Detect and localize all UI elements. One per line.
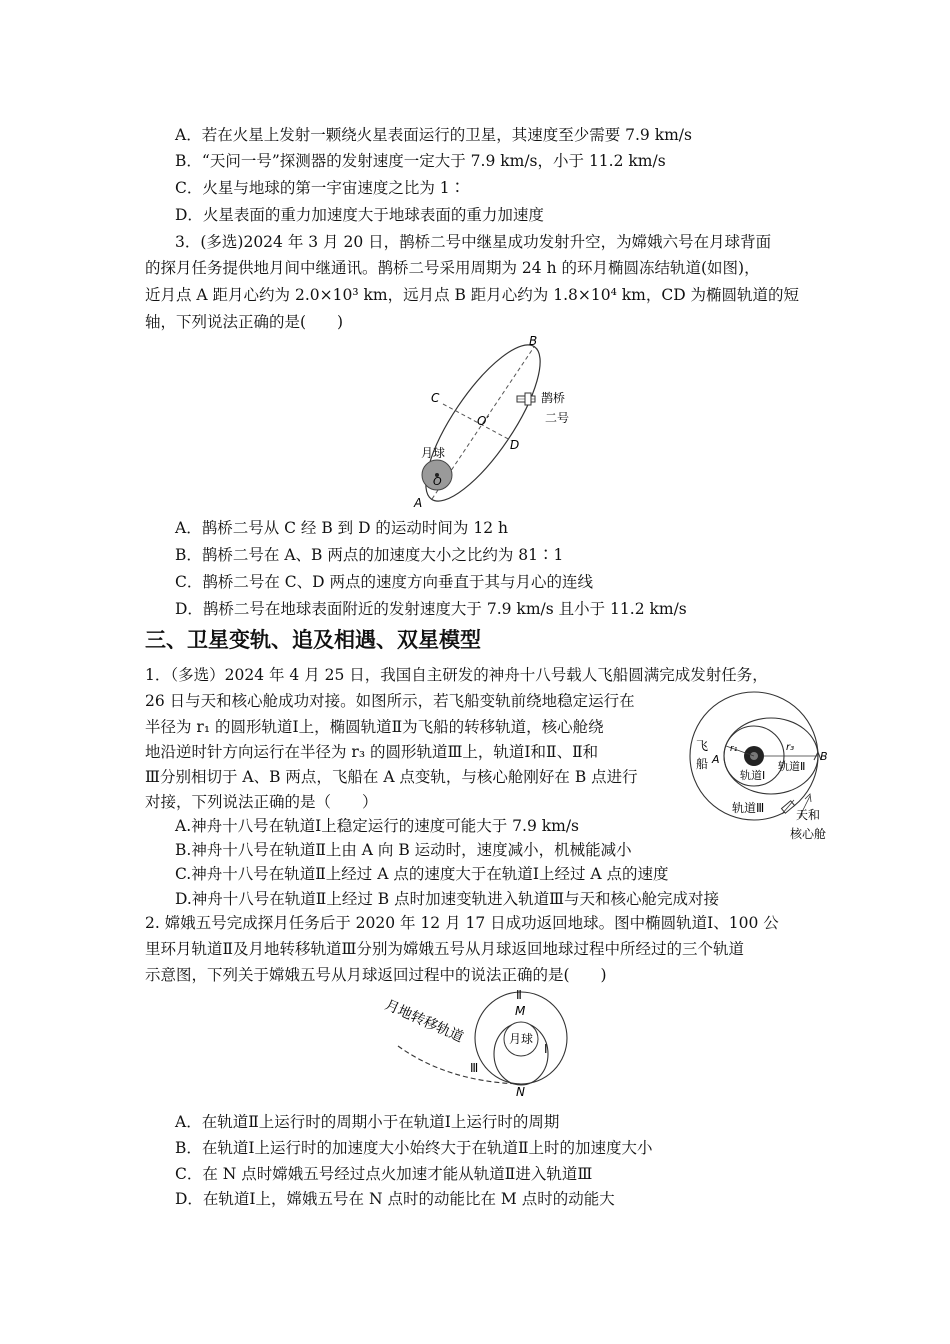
q3-stem-line-1: 3．(多选)2024 年 3 月 20 日，鹊桥二号中继星成功发射升空，为嫦娥六号在月球背面 bbox=[175, 233, 772, 251]
q2-option-b: B．“天问一号”探测器的发射速度一定大于 7.9 km/s，小于 11.2 km/s bbox=[175, 152, 666, 170]
label-b: B bbox=[529, 335, 538, 348]
q3-orbit-figure bbox=[405, 335, 590, 515]
label-ship-2: 船 bbox=[696, 757, 709, 771]
s3q1-stem-line-6: 对接，下列说法正确的是（ ） bbox=[145, 793, 378, 811]
q3-option-a: A．鹊桥二号从 C 经 B 到 D 的运动时间为 12 h bbox=[175, 519, 508, 537]
s3q2-stem-line-1: 2. 嫦娥五号完成探月任务后于 2020 年 12 月 17 日成功返回地球。图中椭圆轨道Ⅰ、100 公 bbox=[145, 914, 779, 932]
label-satellite-2: 二号 bbox=[545, 411, 570, 425]
label-a: A bbox=[414, 496, 423, 510]
q3-option-b: B．鹊桥二号在 A、B 两点的加速度大小之比约为 81∶1 bbox=[175, 546, 564, 564]
q3-stem-line-4: 轴，下列说法正确的是( ) bbox=[145, 313, 344, 331]
label-d: D bbox=[510, 438, 520, 452]
label-c: C bbox=[431, 391, 440, 405]
s3q1-stem-line-3: 半径为 r₁ 的圆形轨道Ⅰ上，椭圆轨道Ⅱ为飞船的转移轨道，核心舱绕 bbox=[145, 718, 604, 736]
s3q1-stem-line-1: 1．（多选）2024 年 4 月 25 日，我国自主研发的神舟十八号载人飞船圆满完成发射任务， bbox=[145, 666, 768, 684]
label-i: Ⅰ bbox=[544, 1042, 548, 1056]
q2-option-d: D．火星表面的重力加速度大于地球表面的重力加速度 bbox=[175, 206, 544, 224]
label-moon: 月球 bbox=[509, 1032, 534, 1046]
q3-stem-line-2: 的探月任务提供地月间中继通讯。鹊桥二号采用周期为 24 h 的环月椭圆冻结轨道(如图)， bbox=[145, 259, 760, 277]
label-moon: 月球 bbox=[421, 446, 446, 460]
s3q1-option-b: B.神舟十八号在轨道Ⅱ上由 A 向 B 运动时，速度减小，机械能减小 bbox=[175, 841, 632, 859]
space-station-icon bbox=[781, 800, 794, 814]
s3q2-option-d: D．在轨道Ⅰ上，嫦娥五号在 N 点时的动能比在 M 点时的动能大 bbox=[175, 1190, 615, 1208]
label-transfer-orbit: 月地转移轨道 bbox=[382, 997, 466, 1046]
label-station-1: 天和 bbox=[796, 808, 821, 822]
label-satellite-1: 鹊桥 bbox=[541, 391, 566, 405]
s3q2-orbit-figure bbox=[378, 988, 588, 1098]
label-r1: r₁ bbox=[730, 744, 738, 754]
section-heading: 三、卫星变轨、追及相遇、双星模型 bbox=[145, 628, 481, 652]
label-m: M bbox=[515, 1004, 526, 1018]
label-b: B bbox=[820, 750, 828, 763]
s3q1-option-a: A.神舟十八号在轨道Ⅰ上稳定运行的速度可能大于 7.9 km/s bbox=[175, 817, 580, 835]
q3-stem-line-3: 近月点 A 距月心约为 2.0×10³ km，远月点 B 距月心约为 1.8×10⁴ km，CD 为椭圆轨道的短 bbox=[145, 286, 800, 304]
label-ship-1: 飞 bbox=[696, 739, 709, 753]
s3q2-option-c: C．在 N 点时嫦娥五号经过点火加速才能从轨道Ⅱ进入轨道Ⅲ bbox=[175, 1165, 593, 1183]
transfer-orbit-path bbox=[398, 1046, 521, 1084]
label-n: N bbox=[516, 1085, 525, 1098]
s3q1-orbit-figure bbox=[684, 688, 839, 846]
label-a: A bbox=[712, 753, 720, 766]
s3q2-option-a: A．在轨道Ⅱ上运行时的周期小于在轨道Ⅰ上运行时的周期 bbox=[175, 1113, 560, 1131]
s3q2-option-b: B．在轨道Ⅰ上运行时的加速度大小始终大于在轨道Ⅱ上时的加速度大小 bbox=[175, 1139, 653, 1157]
q3-option-d: D．鹊桥二号在地球表面附近的发射速度大于 7.9 km/s 且小于 11.2 km/s bbox=[175, 600, 687, 618]
s3q1-stem-line-5: Ⅲ分别相切于 A、B 两点，飞船在 A 点变轨，与核心舱刚好在 B 点进行 bbox=[145, 768, 638, 786]
s3q1-option-c: C.神舟十八号在轨道Ⅱ上经过 A 点的速度大于在轨道Ⅰ上经过 A 点的速度 bbox=[175, 865, 669, 883]
q2-option-a: A．若在火星上发射一颗绕火星表面运行的卫星，其速度至少需要 7.9 km/s bbox=[175, 126, 692, 144]
q2-option-c: C．火星与地球的第一宇宙速度之比为 1∶ bbox=[175, 179, 466, 197]
label-ii: Ⅱ bbox=[516, 988, 522, 1002]
label-iii: Ⅲ bbox=[470, 1061, 479, 1075]
label-r3: r₃ bbox=[786, 742, 795, 753]
label-o: O bbox=[433, 475, 442, 488]
label-orbit-1: 轨道Ⅰ bbox=[740, 769, 766, 782]
label-orbit-2: 轨道Ⅱ bbox=[778, 760, 806, 773]
s3q2-stem-line-2: 里环月轨道Ⅱ及月地转移轨道Ⅲ分别为嫦娥五号从月球返回地球过程中所经过的三个轨道 bbox=[145, 940, 744, 958]
s3q2-stem-line-3: 示意图，下列关于嫦娥五号从月球返回过程中的说法正确的是( ) bbox=[145, 966, 607, 984]
label-o-prime: O′ bbox=[477, 414, 490, 428]
s3q1-stem-line-4: 地沿逆时针方向运行在半径为 r₃ 的圆形轨道Ⅲ上，轨道Ⅰ和Ⅱ、Ⅱ和 bbox=[145, 743, 599, 761]
q3-option-c: C．鹊桥二号在 C、D 两点的速度方向垂直于其与月心的连线 bbox=[175, 573, 594, 591]
s3q1-stem-line-2: 26 日与天和核心舱成功对接。如图所示，若飞船变轨前绕地稳定运行在 bbox=[145, 692, 635, 710]
label-station-2: 核心舱 bbox=[790, 827, 827, 841]
s3q1-option-d: D.神舟十八号在轨道Ⅱ上经过 B 点时加速变轨进入轨道Ⅲ与天和核心舱完成对接 bbox=[175, 890, 720, 908]
label-orbit-3: 轨道Ⅲ bbox=[732, 801, 765, 815]
